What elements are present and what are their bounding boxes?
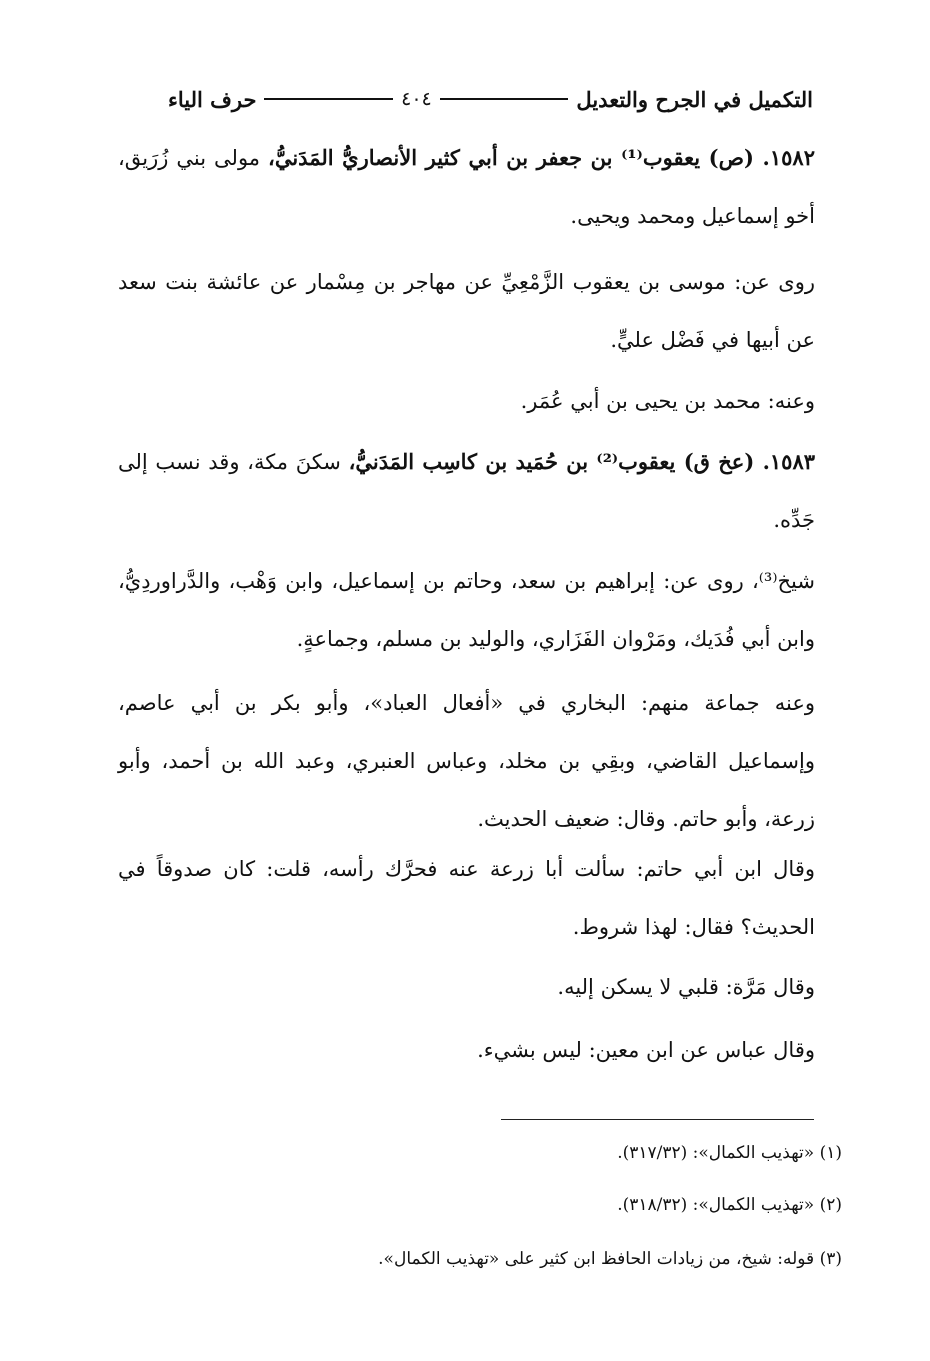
entry-paragraph: وعنه جماعة منهم: البخاري في «أفعال العباد»، وأبو بكر بن أبي عاصم، وإسماعيل القاضي، وبقِي بن مخلد، وعباس العنبري، وعبد الله بن أحمد، وأبو زرعة، وأبو حاتم. وقال: ضعيف الحديث. — [118, 691, 815, 831]
footnote: (٢) «تهذيب الكمال»: (٣١٨/٣٢). — [617, 1195, 842, 1215]
entry-heading — [118, 129, 815, 245]
book-title: التكميل في الجرح والتعديل — [576, 86, 813, 112]
entry-paragraph: وعنه: محمد بن يحيى بن أبي عُمَر. — [520, 389, 815, 413]
entry-title: ١٥٨٢. (ص) يعقوب⁽¹⁾ بن جعفر بن أبي كثير الأنصاريُّ المَدَنيُّ، — [268, 145, 815, 170]
entry-title-rest: مولى بني زُرَيق، أخو إسماعيل ومحمد ويحيى. — [118, 146, 815, 228]
entry-title: ١٥٨٣. (عخ ق) يعقوب⁽²⁾ بن حُمَيد بن كاسِب المَدَنيُّ، — [348, 449, 816, 474]
footnote: (٣) قوله: شيخ، من زيادات الحافظ ابن كثير على «تهذيب الكمال». — [378, 1249, 842, 1269]
entry-paragraph: روى عن: موسى بن يعقوب الزَّمْعِيِّ عن مهاجر بن مِسْمار عن عائشة بنت سعد عن أبيها في فَضْل عليٍّ. — [118, 270, 815, 352]
entry-paragraph: وقال مَرَّة: قلبي لا يسكن إليه. — [557, 975, 815, 999]
footnote: (١) «تهذيب الكمال»: (٣١٧/٣٢). — [617, 1143, 842, 1163]
running-header — [168, 82, 813, 116]
entry-title-rest: سكنَ مكة، وقد نسب إلى جَدِّه. — [118, 450, 815, 532]
footnote-separator — [501, 1119, 814, 1120]
section-title: حرف الياء — [167, 86, 257, 112]
page-number: ٤٠٤ — [401, 88, 432, 110]
header-rule — [264, 98, 393, 100]
entry-heading — [118, 433, 815, 549]
entry-paragraph: وقال عباس عن ابن معين: ليس بشيء. — [477, 1038, 815, 1062]
entry-paragraph: وقال ابن أبي حاتم: سألت أبا زرعة عنه فحرَّك رأسه، قلت: كان صدوقاً في الحديث؟ فقال: لهذا شروط. — [118, 857, 815, 939]
header-rule — [440, 98, 569, 100]
entry-paragraph: شيخ⁽³⁾، روى عن: إبراهيم بن سعد، وحاتم بن إسماعيل، وابن وَهْب، والدَّراوردِيُّ، وابن أبي فُدَيك، ومَرْوان الفَزَاري، والوليد بن مسلم، وجماعةٍ. — [118, 569, 815, 651]
